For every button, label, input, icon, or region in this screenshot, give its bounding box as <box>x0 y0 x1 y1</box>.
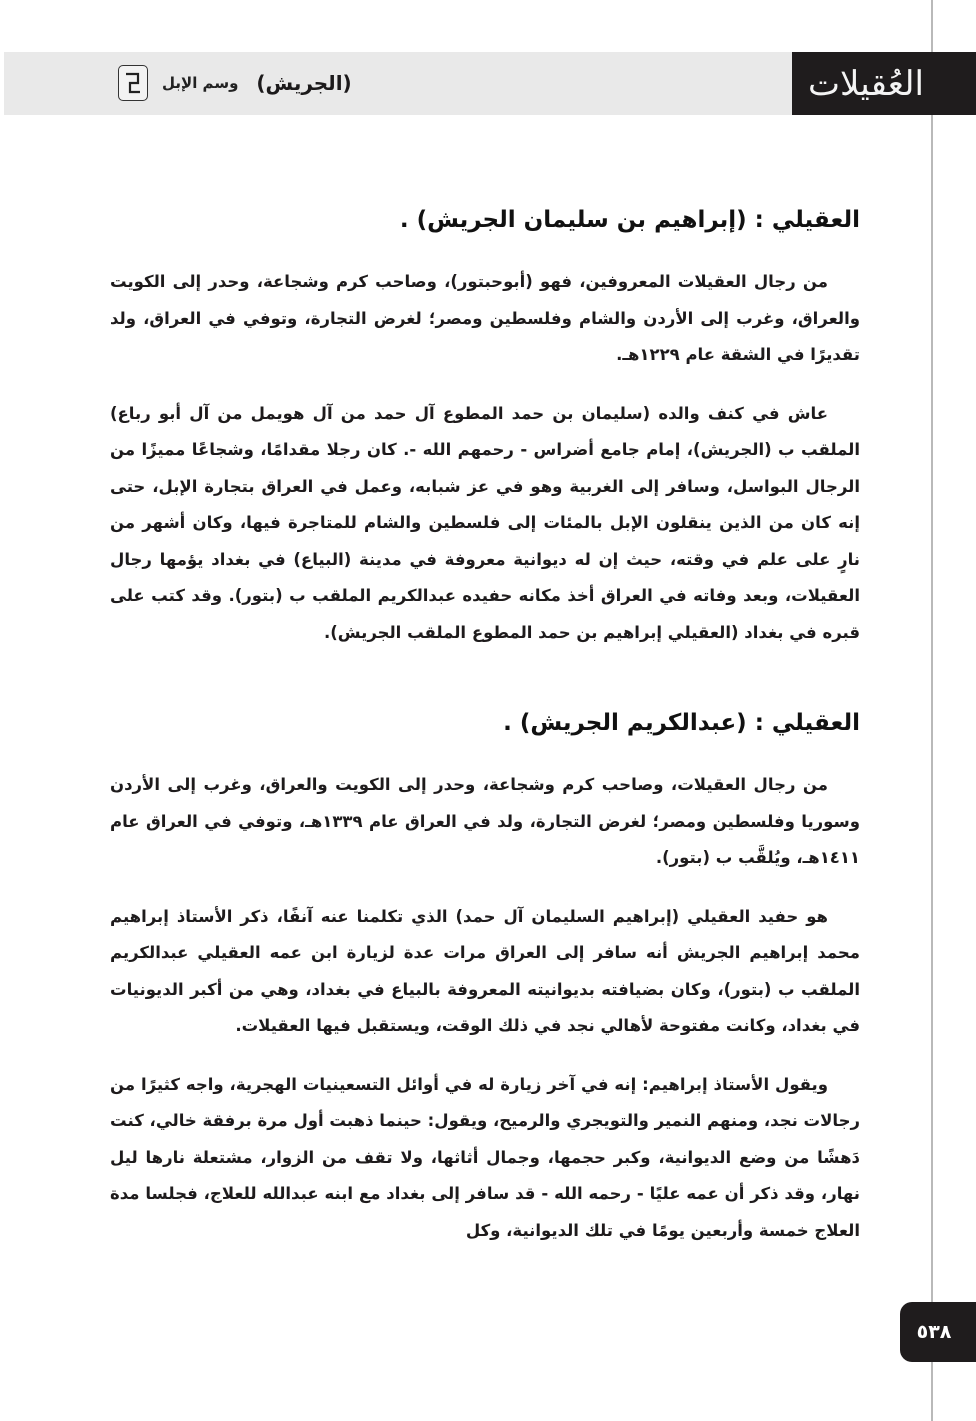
page-number: ٥٣٨ <box>916 1321 952 1343</box>
paragraph: من رجال العقيلات، وصاحب كرم وشجاعة، وحدر إلى الكويت والعراق، وغرب إلى الأردن وسوريا وفلسطين ومصر؛ لغرض التجارة، ولد في العراق عام ١٣٣٩هـ، وتوفي في العراق عام ١٤١١هـ، ويُلقَّب ب (بتور). <box>110 775 861 867</box>
book-title-logo <box>792 52 976 115</box>
camel-brand-mark-icon <box>118 65 148 101</box>
page-number-tab <box>900 1302 976 1362</box>
section-title: العقيلي : (عبدالكريم الجريش) . <box>503 710 860 736</box>
section-abdulkarim <box>110 693 860 1249</box>
tribe-name: (الجريش) <box>256 71 352 95</box>
section-ibrahim <box>110 190 860 651</box>
paragraph: عاش في كنف والده (سليمان بن حمد المطوع آل حمد من آل هويمل من آل أبو رباع) الملقب ب (الجريش)، إمام جامع أضراس - رحمهم الله -. كان رجلا مقدامًا، وشجاعًا مميزًا من الرجال البواسل، وسافر إلى الغربية وهو في عز شبابه، وعمل في العراق بتجارة الإبل، حتى إنه كان من الذين ينقلون الإبل بالمئات إلى فلسطين والشام للمتاجرة فيها، وكان أشهر من نارٍ على علم في وقته، حيث إن له ديوانية معروفة في مدينة (البياع) في بغداد يؤمها رجال العقيلات، وبعد وفاته في العراق أخذ مكانه حفيده عبدالكريم الملقب ب (بتور). وقد كتب على قبره في بغداد (العقيلي إبراهيم بن حمد المطوع الملقب الجريش). <box>110 403 860 642</box>
paragraph: هو حفيد العقيلي (إبراهيم السليمان آل حمد) الذي تكلمنا عنه آنفًا، ذكر الأستاذ إبراهيم محمد إبراهيم الجريش أنه سافر إلى العراق مرات عدة لزيارة ابن عمه العقيلي عبدالكريم الملقب ب (بتور)، وكان بضيافته بديوانيته المعروفة بالبياع في بغداد، وهي من أكبر الديونيات في بغداد، وكانت مفتوحة لأهالي نجد في ذلك الوقت، ويستقبل فيها العقيلات. <box>110 906 860 1035</box>
page-margin-rule <box>931 0 933 1421</box>
running-header-meta <box>118 63 352 103</box>
camel-brand-glyph-icon <box>123 70 143 96</box>
book-title: العُقيلات <box>808 63 924 104</box>
section-title: العقيلي : (إبراهيم بن سليمان الجريش) . <box>399 207 860 233</box>
brand-caption: وسم الإبل <box>162 74 239 92</box>
paragraph: ويقول الأستاذ إبراهيم: إنه في آخر زيارة له في أوائل التسعينيات الهجرية، واجه كثيرًا من رجالات نجد، ومنهم النمير والتويجري والرميح، ويقول: حينما ذهبت أول مرة برفقة خالي، كنت دَهشًا من وضع الديوانية، وكبر حجمها، وجمال أثاثها، ولا تقف من الزوار، مشتعلة نارها ليل نهار، وقد ذكر أن عمه عليًا - رحمه الله - قد سافر إلى بغداد مع ابنه عبدالله للعلاج، فجلسا مدة العلاج خمسة وأربعين يومًا في تلك الديوانية، وكل <box>110 1074 860 1240</box>
paragraph: من رجال العقيلات المعروفين، فهو (أبوحبتور)، وصاحب كرم وشجاعة، وحدر إلى الكويت والعراق، وغرب إلى الأردن والشام وفلسطين ومصر؛ لغرض التجارة، وتوفي في العراق، ولد تقديرًا في الشقة عام ١٢٢٩هـ. <box>110 272 860 364</box>
page-content <box>110 190 860 1249</box>
